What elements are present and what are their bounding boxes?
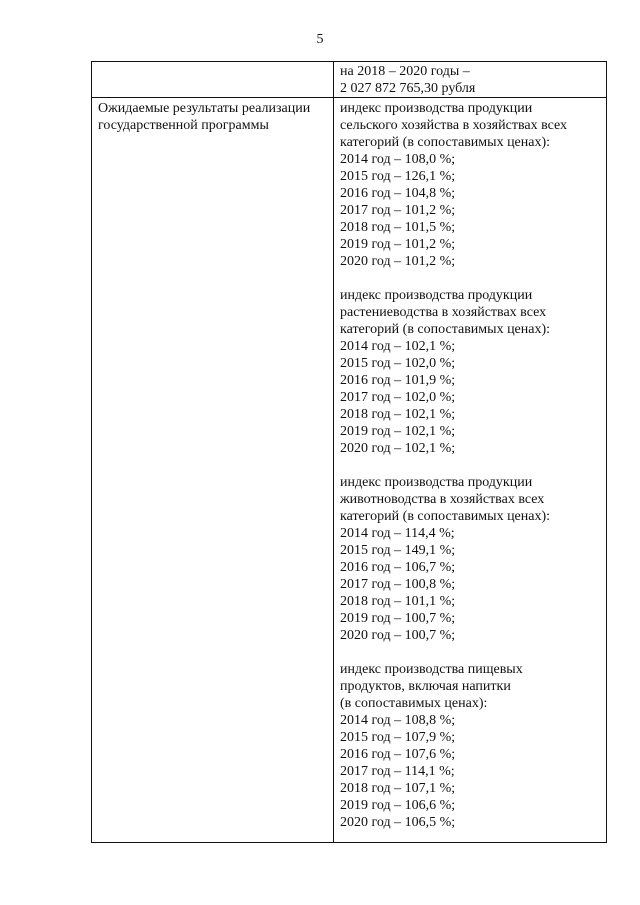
block-item: 2018 год – 102,1 %; (340, 407, 456, 422)
label-line-1: Ожидаемые результаты реализации (98, 101, 311, 116)
block-item: 2015 год – 107,9 %; (340, 730, 456, 745)
block-item: 2019 год – 100,7 %; (340, 611, 456, 626)
block-item: 2020 год – 101,2 %; (340, 254, 456, 269)
funding-line-2: 2 027 872 765,30 рубля (340, 81, 476, 96)
table-cell-funding (334, 62, 607, 98)
table-cell-label (92, 98, 334, 843)
block-item: 2016 год – 107,6 %; (340, 747, 456, 762)
block-heading-line: растениеводства в хозяйствах всех (340, 305, 547, 320)
block-item: 2020 год – 102,1 %; (340, 441, 456, 456)
result-block-food-products (340, 661, 602, 831)
table-cell-results (334, 98, 607, 843)
block-item: 2017 год – 100,8 %; (340, 577, 456, 592)
block-item: 2020 год – 106,5 %; (340, 815, 456, 830)
table-cell-empty-left (92, 62, 334, 98)
table-row-funding (92, 62, 607, 98)
block-item: 2019 год – 101,2 %; (340, 237, 456, 252)
block-heading-line: категорий (в сопоставимых ценах): (340, 135, 551, 150)
block-item: 2018 год – 107,1 %; (340, 781, 456, 796)
block-item: 2015 год – 126,1 %; (340, 169, 456, 184)
block-item: 2017 год – 102,0 %; (340, 390, 456, 405)
block-item: 2018 год – 101,1 %; (340, 594, 456, 609)
result-block-livestock (340, 474, 602, 644)
block-item: 2019 год – 106,6 %; (340, 798, 456, 813)
block-item: 2017 год – 101,2 %; (340, 203, 456, 218)
block-heading-line: сельского хозяйства в хозяйствах всех (340, 118, 568, 133)
program-table (91, 61, 607, 843)
block-heading-line: индекс производства продукции (340, 288, 533, 303)
page-number: 5 (316, 32, 324, 47)
block-item: 2019 год – 102,1 %; (340, 424, 456, 439)
block-item: 2020 год – 100,7 %; (340, 628, 456, 643)
block-item: 2016 год – 101,9 %; (340, 373, 456, 388)
block-item: 2016 год – 106,7 %; (340, 560, 456, 575)
result-block-agriculture (340, 100, 602, 270)
block-heading-line: индекс производства продукции (340, 475, 533, 490)
block-item: 2014 год – 114,4 %; (340, 526, 455, 541)
block-heading-line: (в сопоставимых ценах): (340, 696, 488, 711)
block-item: 2016 год – 104,8 %; (340, 186, 456, 201)
block-item: 2015 год – 102,0 %; (340, 356, 456, 371)
block-heading-line: животноводства в хозяйствах всех (340, 492, 545, 507)
table-row-expected-results (92, 98, 607, 843)
block-heading-line: продуктов, включая напитки (340, 679, 511, 694)
block-heading-line: категорий (в сопоставимых ценах): (340, 322, 551, 337)
block-item: 2015 год – 149,1 %; (340, 543, 456, 558)
expected-results-label (92, 98, 333, 134)
block-item: 2014 год – 102,1 %; (340, 339, 456, 354)
funding-line-1: на 2018 – 2020 годы – (340, 64, 470, 79)
block-heading-line: категорий (в сопоставимых ценах): (340, 509, 551, 524)
block-item: 2017 год – 114,1 %; (340, 764, 455, 779)
block-item: 2014 год – 108,8 %; (340, 713, 456, 728)
block-heading-line: индекс производства пищевых (340, 662, 523, 677)
result-block-crop-production (340, 287, 602, 457)
block-item: 2018 год – 101,5 %; (340, 220, 456, 235)
block-heading-line: индекс производства продукции (340, 101, 533, 116)
label-line-2: государственной программы (98, 118, 269, 133)
block-item: 2014 год – 108,0 %; (340, 152, 456, 167)
